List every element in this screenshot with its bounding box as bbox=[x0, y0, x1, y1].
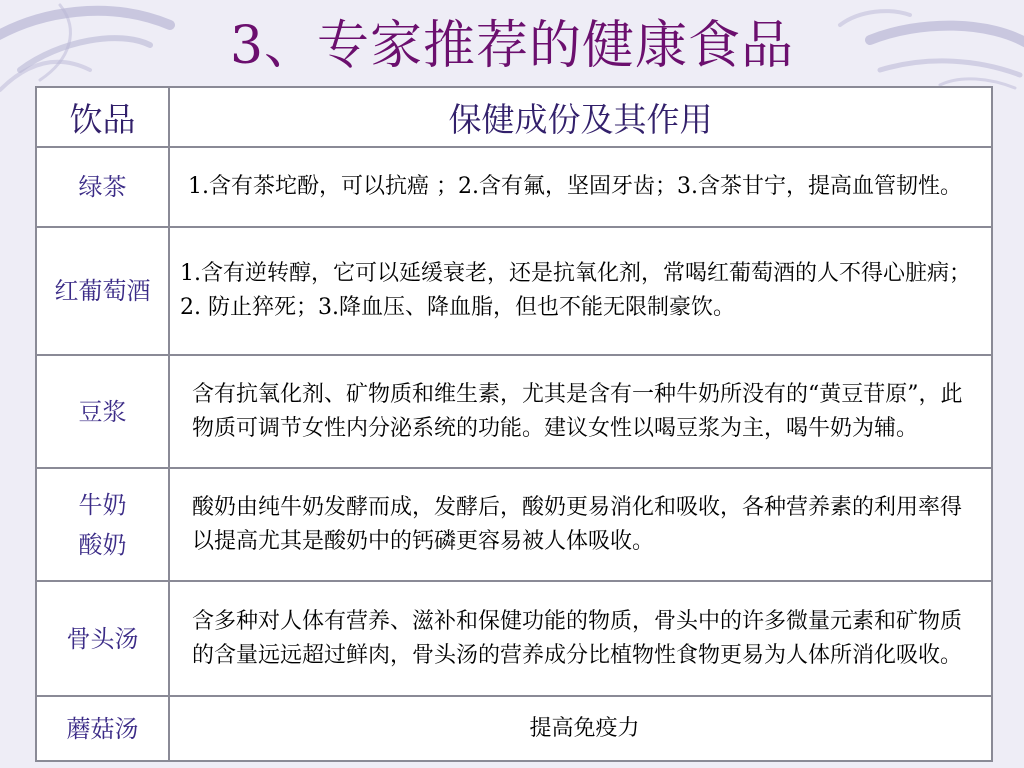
table-row bbox=[36, 147, 992, 227]
slide-title: 3、专家推荐的健康食品 bbox=[229, 16, 795, 76]
row-name: 蘑菇汤 bbox=[36, 696, 169, 761]
table-row bbox=[36, 468, 992, 581]
table-header-row bbox=[36, 87, 992, 147]
row-description: 1.含有逆转醇，它可以延缓衰老，还是抗氧化剂，常喝红葡萄酒的人不得心脏病；2. 防止猝死；3.降血压、降血脂，但也不能无限制豪饮。 bbox=[169, 227, 992, 355]
row-name: 豆浆 bbox=[36, 355, 169, 468]
header-drink: 饮品 bbox=[36, 87, 169, 147]
row-name-line2: 酸奶 bbox=[78, 530, 127, 559]
row-name: 绿茶 bbox=[36, 147, 169, 227]
healthy-food-table bbox=[35, 86, 991, 762]
row-description: 提高免疫力 bbox=[169, 696, 992, 761]
table-row bbox=[36, 227, 992, 355]
row-description: 酸奶由纯牛奶发酵而成，发酵后，酸奶更易消化和吸收，各种营养素的利用率得以提高尤其是酸奶中的钙磷更容易被人体吸收。 bbox=[169, 468, 992, 581]
row-name-line1: 牛奶 bbox=[78, 490, 127, 519]
row-description: 1.含有茶坨酚，可以抗癌 ；2.含有氟，坚固牙齿；3.含茶甘宁，提高血管韧性。 bbox=[169, 147, 992, 227]
row-name: 红葡萄酒 bbox=[36, 227, 169, 355]
row-name: 骨头汤 bbox=[36, 581, 169, 696]
table-row bbox=[36, 696, 992, 761]
table-row bbox=[36, 581, 992, 696]
row-description: 含有抗氧化剂、矿物质和维生素，尤其是含有一种牛奶所没有的“黄豆苷原”，此物质可调节女性内分泌系统的功能。建议女性以喝豆浆为主，喝牛奶为辅。 bbox=[169, 355, 992, 468]
row-name bbox=[36, 468, 169, 581]
header-benefits: 保健成份及其作用 bbox=[169, 87, 992, 147]
table-row bbox=[36, 355, 992, 468]
row-description: 含多种对人体有营养、滋补和保健功能的物质，骨头中的许多微量元素和矿物质的含量远远超过鲜肉，骨头汤的营养成分比植物性食物更易为人体所消化吸收。 bbox=[169, 581, 992, 696]
